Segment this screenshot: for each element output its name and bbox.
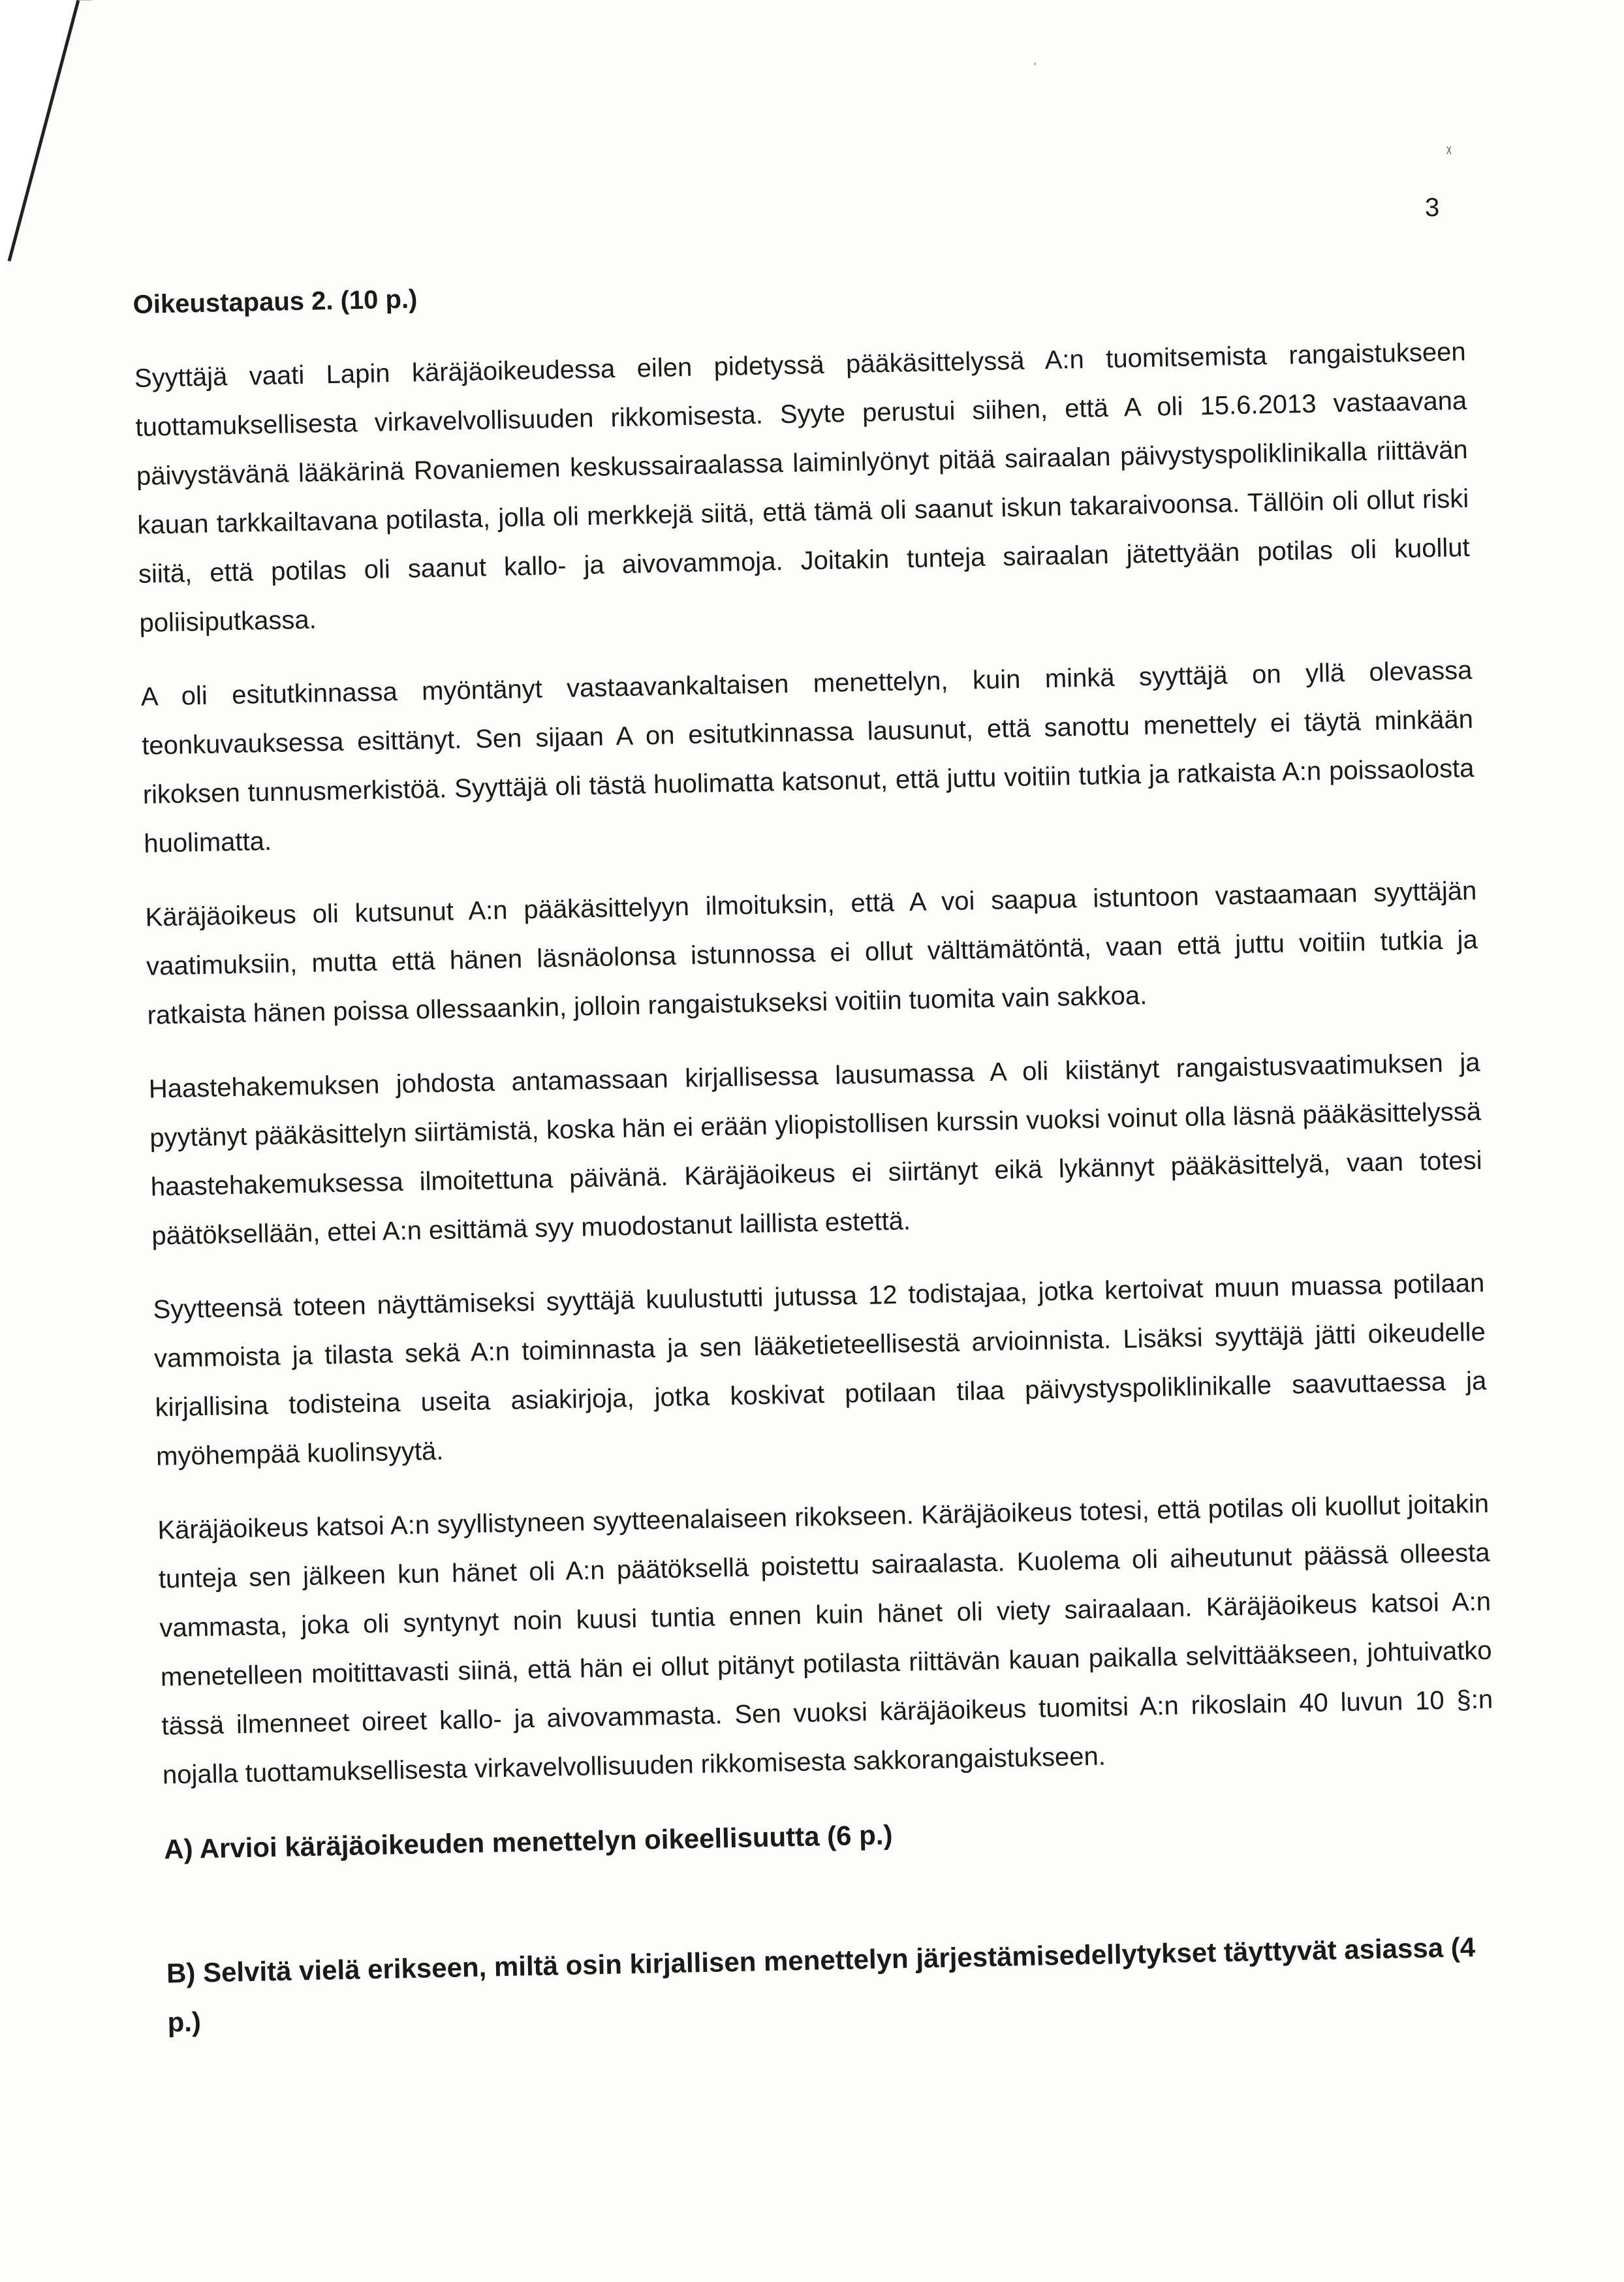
scan-edge-mark bbox=[0, 0, 91, 274]
case-paragraph-2: A oli esitutkinnassa myöntänyt vastaavankaltaisen menettelyn, kuin minkä syyttäjä on yllä olevassa teonkuvauksessa esittänyt. Sen sijaan A on esitutkinnassa lausunut, että sanottu menettely ei täytä minkään rikoksen tunnusmerkistöä. Syyttäjä oli tästä huolimatta katsonut, että juttu voitiin tutkia ja ratkaista A:n poissaolosta huolimatta. bbox=[140, 655, 1475, 858]
case-paragraph-6: Käräjäoikeus katsoi A:n syyllistyneen syytteenalaiseen rikokseen. Käräjäoikeus totesi, että potilas oli kuollut joitakin tunteja sen jälkeen kun hänet oli A:n päätöksellä poistettu sairaalasta. Kuolema oli aiheutunut päässä olleesta vammasta, joka oli syntynyt noin kuusi tuntia ennen kuin hänet oli viety sairaalaan. Käräjäoikeus katsoi A:n menetelleen moitittavasti siinä, että hän ei ollut pitänyt potilasta riittävän kauan paikalla selvittääkseen, johtuivatko tässä ilmenneet oireet kallo- ja aivovammasta. Sen vuoksi käräjäoikeus tuomitsi A:n rikoslain 40 luvun 10 §:n nojalla tuottamuksellisesta virkavelvollisuuden rikkomisesta sakkorangaistukseen. bbox=[157, 1489, 1493, 1790]
page-number: 3 bbox=[1425, 193, 1440, 222]
case-paragraph-1: Syyttäjä vaati Lapin käräjäoikeudessa eilen pidetyssä pääkäsittelyssä A:n tuomitsemista rangaistukseen tuottamuksellisesta virkavelvollisuuden rikkomisesta. Syyte perustui siihen, että A oli 15.6.2013 vastaavana päivystävänä lääkärinä Rovaniemen keskussairaalassa laiminlyönyt pitää sairaalan päivystyspoliklinikalla riittävän kauan tarkkailtavana potilasta, jolla oli merkkejä siitä, että tämä oli saanut iskun takaraivoonsa. Tällöin oli ollut riski siitä, että potilas oli saanut kallo- ja aivovammoja. Joitakin tunteja sairaalan jätettyään potilas oli kuollut poliisiputkassa. bbox=[134, 337, 1471, 638]
question-a: A) Arvioi käräjäoikeuden menettelyn oikeellisuutta (6 p.) bbox=[163, 1819, 893, 1865]
scan-speck: ᵡ bbox=[1446, 142, 1452, 159]
case-paragraph-4: Haastehakemuksen johdosta antamassaan kirjallisessa lausumassa A oli kiistänyt rangaistusvaatimuksen ja pyytänyt pääkäsittelyn siirtämistä, koska hän ei erään yliopistollisen kurssin vuoksi voinut olla läsnä pääkäsittelyssä haastehakemuksessa ilmoitettuna päivänä. Käräjäoikeus ei siirtänyt eikä lykännyt pääkäsittelyä, vaan totesi päätöksellään, ettei A:n esittämä syy muodostanut laillista estettä. bbox=[148, 1048, 1482, 1251]
case-paragraph-3: Käräjäoikeus oli kutsunut A:n pääkäsittelyyn ilmoituksin, että A voi saapua istuntoon vastaamaan syyttäjän vaatimuksiin, mutta että hänen läsnäolonsa istunnossa ei ollut välttämätöntä, vaan että juttu voitiin tutkia ja ratkaista hänen poissa ollessaankin, jolloin rangaistukseksi voitiin tuomita vain sakkoa. bbox=[145, 876, 1478, 1030]
question-b: B) Selvitä vielä erikseen, miltä osin kirjallisen menettelyn järjestämisedellytykset täyttyvät asiassa (4 p.) bbox=[166, 1931, 1476, 2038]
case-paragraph-5: Syytteensä toteen näyttämiseksi syyttäjä kuulustutti jutussa 12 todistajaa, jotka kertoivat muun muassa potilaan vammoista ja tilasta sekä A:n toiminnasta ja sen lääketieteellisestä arvioinnista. Lisäksi syyttäjä jätti oikeudelle kirjallisina todisteina useita asiakirjoja, jotka koskivat potilaan tilaa päivystyspoliklinikalle saavuttaessa ja myöhempää kuolinsyytä. bbox=[153, 1268, 1487, 1471]
document-body bbox=[133, 254, 1499, 2046]
scan-speck: ˈ bbox=[1033, 60, 1038, 76]
case-heading: Oikeustapaus 2. (10 p.) bbox=[133, 285, 418, 319]
